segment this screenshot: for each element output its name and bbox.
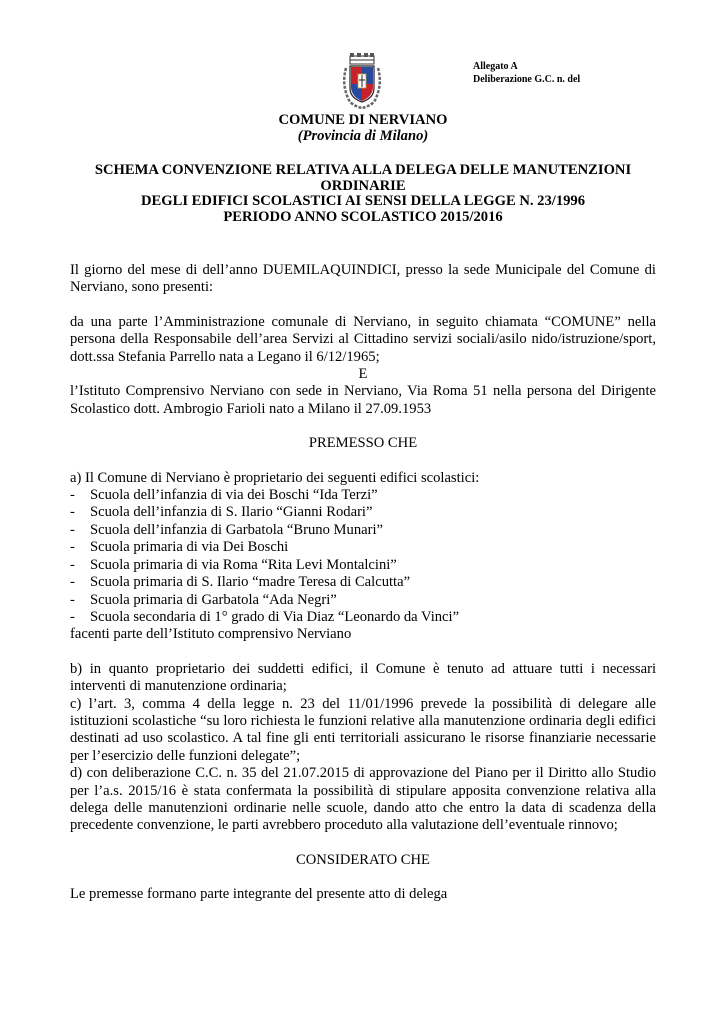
list-item: - Scuola secondaria di 1° grado di Via Diaz “Leonardo da Vinci” [70, 609, 656, 626]
considerato-heading: CONSIDERATO CHE [296, 851, 430, 868]
annex-reference [473, 60, 580, 86]
annex-label: Allegato A [473, 61, 518, 72]
municipality-header [70, 112, 656, 144]
title-line-1: SCHEMA CONVENZIONE RELATIVA ALLA DELEGA DELLE MANUTENZIONI ORDINARIE [94, 162, 632, 194]
list-item: - Scuola primaria di via Dei Boschi [70, 539, 656, 556]
province-name: (Provincia di Milano) [297, 128, 429, 144]
party-two-paragraph: l’Istituto Comprensivo Nerviano con sede in Nerviano, Via Roma 51 nella persona del Dirigente Scolastico dott. Ambrogio Farioli nato a Milano il 27.09.1953 [70, 383, 656, 417]
municipality-name: COMUNE DI NERVIANO [278, 112, 448, 128]
premesso-heading: PREMESSO CHE [308, 435, 418, 452]
conjunction: E [358, 366, 368, 383]
party-one-paragraph: da una parte l’Amministrazione comunale di Nerviano, in seguito chiamata “COMUNE” nella persona della Responsabile dell’area Servizi al Cittadino servizi sociali/asilo nido/istruzione/sport, dott.ssa Stefania Parrello nata a Legano il 6/12/1965; [70, 313, 656, 365]
deliberation-label: Deliberazione G.C. n. del [473, 74, 581, 85]
title-line-3: PERIODO ANNO SCOLASTICO 2015/2016 [223, 208, 503, 225]
title-line-2: DEGLI EDIFICI SCOLASTICI AI SENSI DELLA LEGGE N. 23/1996 [140, 193, 586, 209]
list-item: - Scuola dell’infanzia di S. Ilario “Gianni Rodari” [70, 504, 656, 521]
list-item: - Scuola dell’infanzia di via dei Boschi “Ida Terzi” [70, 487, 656, 504]
list-item: - Scuola primaria di via Roma “Rita Levi Montalcini” [70, 557, 656, 574]
schools-list [70, 487, 656, 626]
document-body [70, 262, 656, 904]
premise-d: d) con deliberazione C.C. n. 35 del 21.07.2015 di approvazione del Piano per il Diritto allo Studio per l’a.s. 2015/16 è stata confermata la possibilità di stipulare apposita convenzione relativa alla delega delle manutenzioni ordinarie nelle scuole, dando atto che entro la data di scadenza della precedente convenzione, le parti avrebbero proceduto alla valutazione dell’eventuale rinnovo; [70, 765, 656, 834]
premise-c: c) l’art. 3, comma 4 della legge n. 23 del 11/01/1996 prevede la possibilità di delegare alle istituzioni scolastiche “su loro richiesta le funzioni relative alla manutenzione ordinaria degli edifici destinati ad uso scolastico. A tal fine gli enti territoriali assicurano le risorse finanziarie necessarie per l’esercizio delle funzioni delegate”; [70, 695, 656, 764]
list-item: - Scuola dell’infanzia di Garbatola “Bruno Munari” [70, 522, 656, 539]
considerato-paragraph: Le premesse formano parte integrante del presente atto di delega [70, 886, 448, 903]
intro-paragraph: Il giorno del mese di dell’anno DUEMILAQUINDICI, presso la sede Municipale del Comune di Nerviano, sono presenti: [70, 262, 656, 296]
list-item: - Scuola primaria di Garbatola “Ada Negri” [70, 592, 656, 609]
list-item: - Scuola primaria di S. Ilario “madre Teresa di Calcutta” [70, 574, 656, 591]
schools-footer: facenti parte dell’Istituto comprensivo Nerviano [70, 626, 352, 643]
premise-b: b) in quanto proprietario dei suddetti edifici, il Comune è tenuto ad attuare tutti i necessari interventi di manutenzione ordinaria; [70, 660, 656, 695]
premise-a: a) Il Comune di Nerviano è proprietario dei seguenti edifici scolastici: [70, 469, 480, 486]
document-title [70, 163, 656, 225]
coat-of-arms-icon [340, 52, 384, 110]
